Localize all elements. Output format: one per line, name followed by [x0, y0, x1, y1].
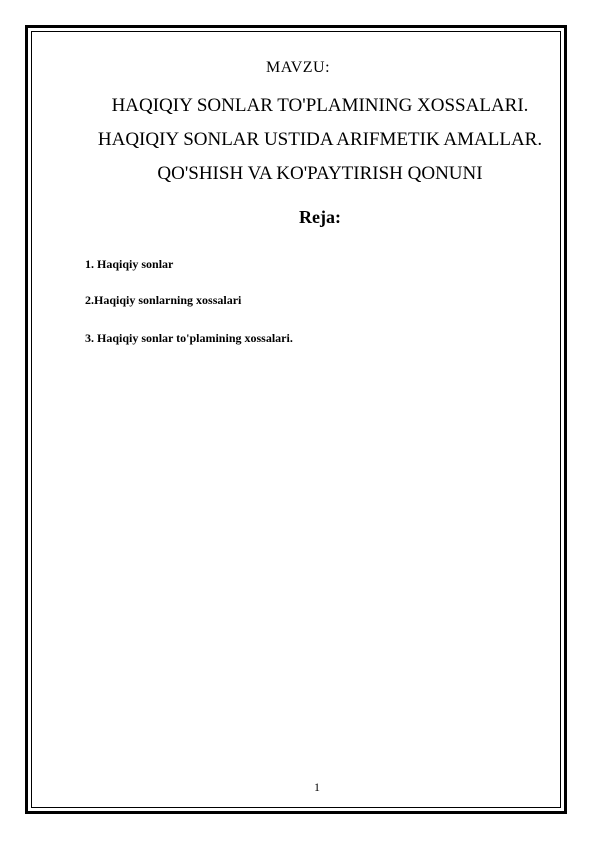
title-line-3: QO'SHISH VA KO'PAYTIRISH QONUNI	[157, 163, 483, 184]
plan-heading: Reja:	[299, 207, 341, 227]
plan-item-2: 2.Haqiqiy sonlarning xossalari	[85, 293, 242, 307]
page-number: 1	[314, 780, 320, 794]
plan-item-3: 3. Haqiqiy sonlar to'plamining xossalari.	[85, 331, 293, 345]
plan-item-1: 1. Haqiqiy sonlar	[85, 257, 174, 271]
title-line-1: HAQIQIY SONLAR TO'PLAMINING XOSSALARI.	[111, 95, 529, 116]
title-line-2: HAQIQIY SONLAR USTIDA ARIFMETIK AMALLAR.	[97, 129, 543, 150]
topic-heading: MAVZU:	[265, 59, 331, 76]
